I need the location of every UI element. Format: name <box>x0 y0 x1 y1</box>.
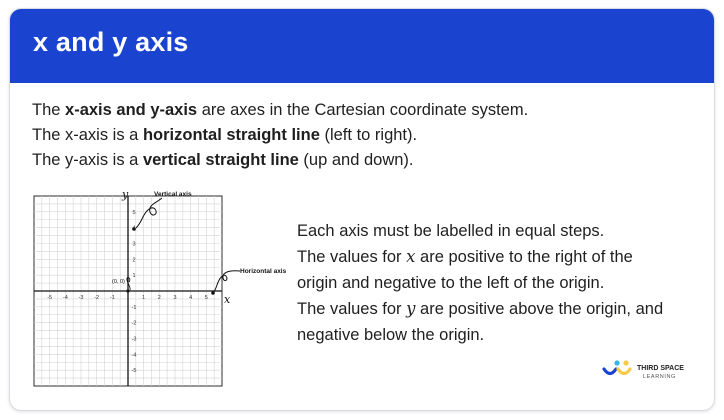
explain-line-3: origin and negative to the left of the origin. <box>297 274 605 292</box>
intro-line-3-bold: vertical straight line <box>142 151 299 169</box>
explain-line-5: negative below the origin. <box>297 326 485 344</box>
header-bar <box>10 9 714 83</box>
x-tick-label: -3 <box>78 295 84 301</box>
x-tick-label: 4 <box>189 295 193 301</box>
logo-dot-yellow <box>623 360 628 365</box>
x-tick-label: 5 <box>204 295 208 301</box>
intro-line-2 <box>32 123 702 148</box>
explain-line-2 <box>297 244 707 270</box>
third-space-learning-logo <box>602 359 702 383</box>
vertical-callout-arrowhead <box>132 227 136 231</box>
y-tick-label: 2 <box>132 257 136 264</box>
y-tick-label: 3 <box>132 241 136 248</box>
intro-line-2-bold: horizontal straight line <box>142 126 320 144</box>
explanation-text <box>297 218 707 348</box>
intro-line-1-bold: x-axis and y-axis <box>65 101 198 119</box>
intro-line-3-pre: The y-axis is a <box>32 151 143 169</box>
intro-line-1-pre: The <box>32 101 66 119</box>
explain-line-2-pre: The values for <box>297 248 407 266</box>
horizontal-callout-arrowhead <box>211 291 215 295</box>
intro-line-1-post: are axes in the Cartesian coordinate system. <box>197 101 529 119</box>
coordinate-axes-diagram <box>30 179 305 401</box>
x-axis-label: x <box>224 293 231 306</box>
x-tick-label: -2 <box>94 295 100 301</box>
logo-text-line-2: LEARNING <box>643 374 676 380</box>
y-tick-label: 1 <box>132 273 136 280</box>
y-tick-label: 5 <box>132 209 136 216</box>
intro-line-1 <box>32 98 702 123</box>
y-tick-label: -4 <box>131 352 137 359</box>
page-title: x and y axis <box>33 27 189 57</box>
variable-x: x <box>406 247 416 266</box>
vertical-axis-callout: Vertical axis <box>154 191 192 198</box>
variable-y: y <box>406 299 416 318</box>
x-tick-label: -1 <box>109 295 115 301</box>
y-tick-label: -2 <box>131 320 137 327</box>
explain-line-2-post: are positive to the right of the <box>415 248 633 266</box>
origin-label: (0, 0) <box>112 279 125 285</box>
y-tick-label: -5 <box>131 368 137 375</box>
lesson-card <box>9 8 715 411</box>
logo-mark-blue <box>604 369 616 374</box>
x-tick-label: -4 <box>62 295 68 301</box>
intro-line-2-post: (left to right). <box>319 126 418 144</box>
intro-line-3 <box>32 148 702 173</box>
intro-text <box>32 98 702 173</box>
intro-line-3-post: (up and down). <box>298 151 414 169</box>
intro-line-2-pre: The x-axis is a <box>32 126 143 144</box>
explain-line-4 <box>297 296 707 322</box>
logo-mark-yellow <box>618 369 630 374</box>
explain-line-4-post: are positive above the origin, and <box>415 300 664 318</box>
x-tick-label: -5 <box>47 295 53 301</box>
explain-line-1: Each axis must be labelled in equal steps. <box>297 222 605 240</box>
logo-text-line-1: THIRD SPACE <box>637 365 684 372</box>
horizontal-axis-callout: Horizontal axis <box>240 268 287 275</box>
logo-dot-cyan <box>614 360 619 365</box>
y-axis-label: y <box>122 188 129 201</box>
x-tick-label: 1 <box>142 295 146 301</box>
y-tick-label: -1 <box>131 304 137 311</box>
x-tick-label: 2 <box>157 295 161 301</box>
x-tick-label: 3 <box>173 295 177 301</box>
y-tick-label: -3 <box>131 336 137 343</box>
explain-line-4-pre: The values for <box>297 300 407 318</box>
